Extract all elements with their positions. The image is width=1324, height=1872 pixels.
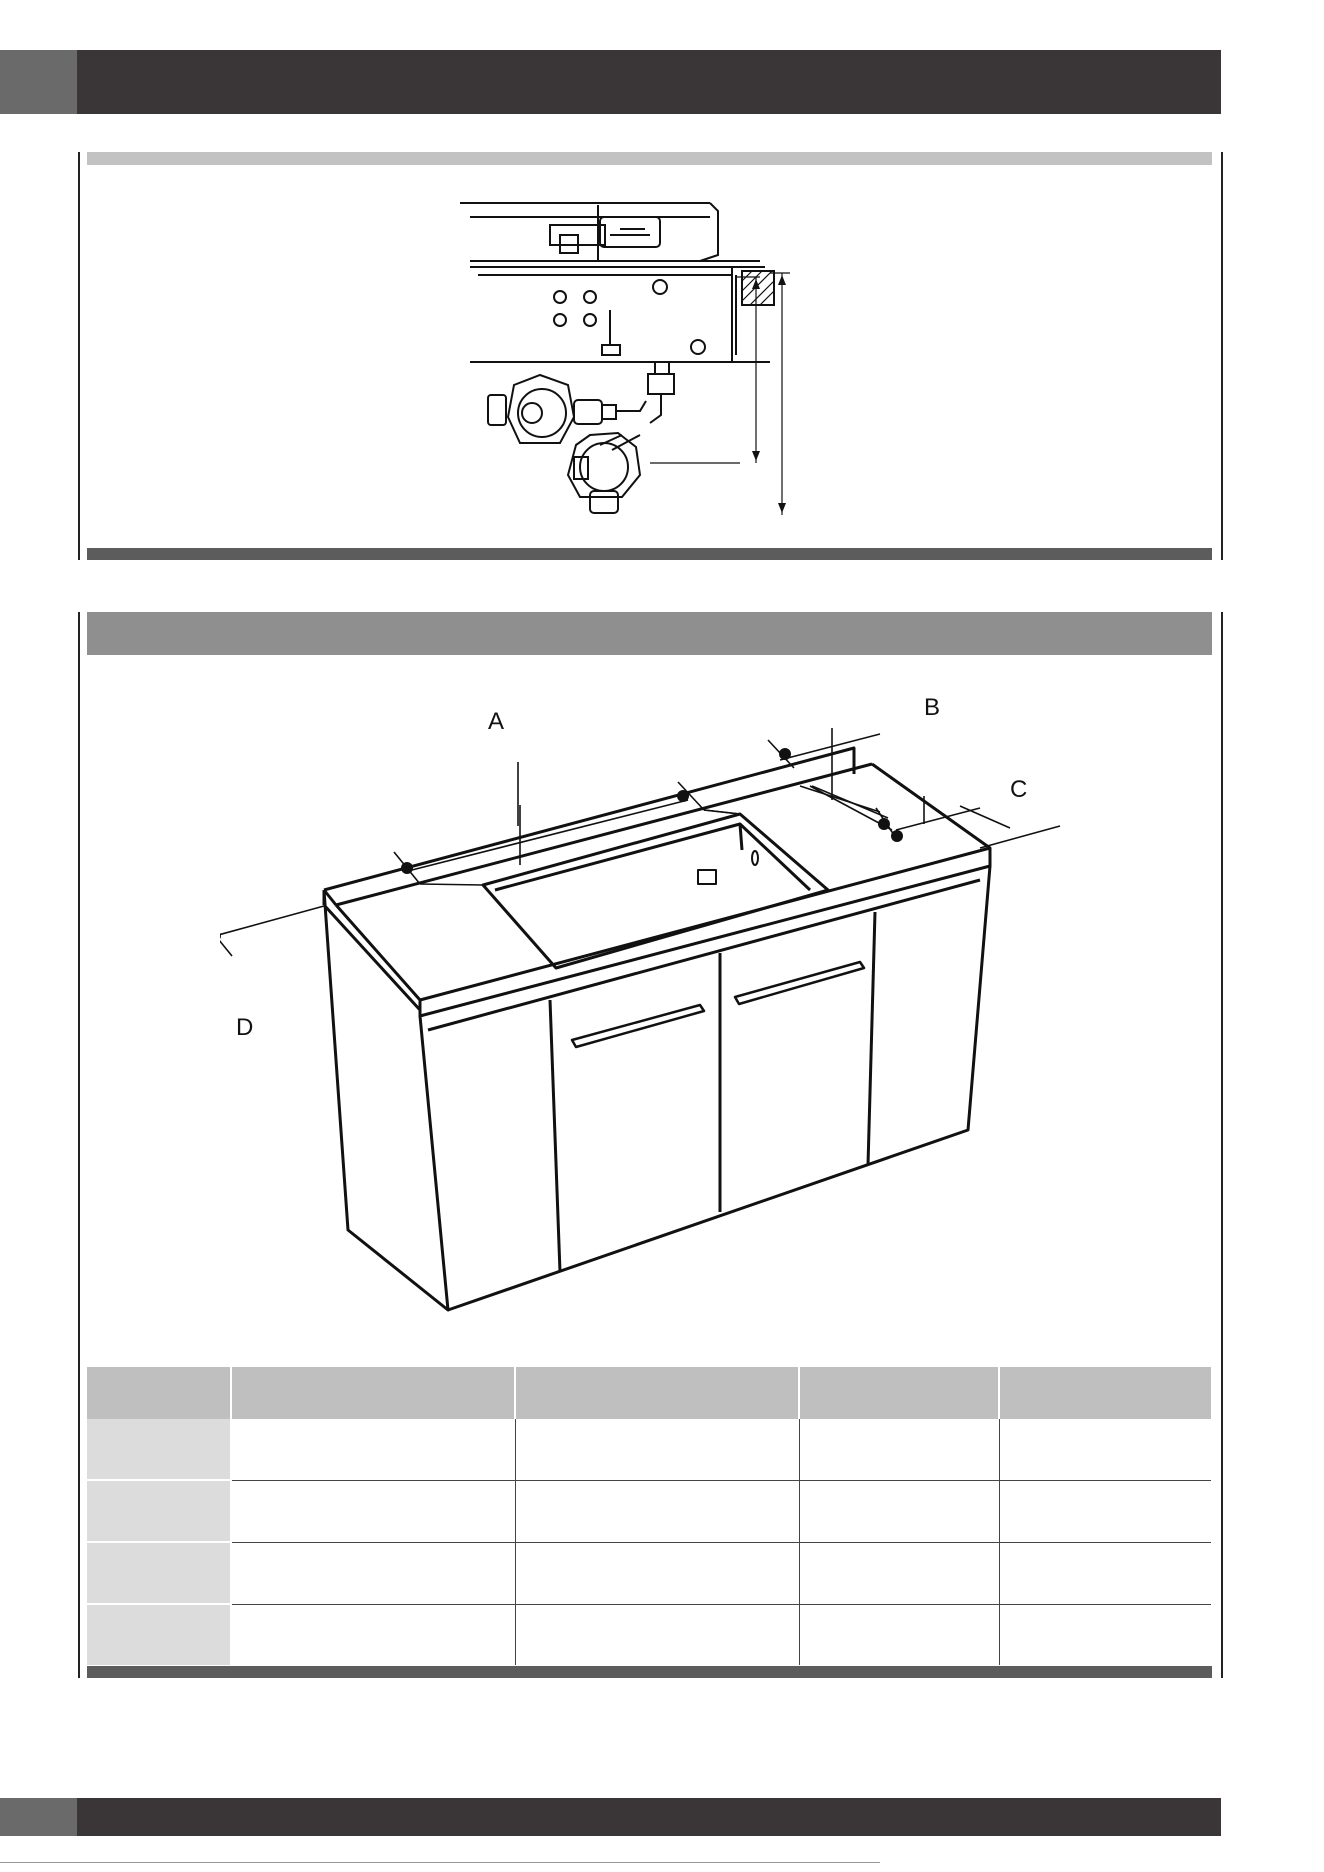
dimension-label-c: C [1010, 776, 1028, 803]
table-cell [799, 1480, 999, 1542]
table-cell [999, 1604, 1211, 1665]
table-cell [515, 1419, 799, 1480]
table-header-cell [799, 1367, 999, 1419]
table-row-label [87, 1419, 231, 1480]
table-cell [231, 1419, 515, 1480]
table-row [87, 1419, 1211, 1480]
header-tab [0, 50, 77, 114]
footer-rule [0, 1862, 880, 1863]
table-cell [799, 1542, 999, 1604]
page-footer-bar [0, 1798, 1221, 1836]
table-cell [999, 1542, 1211, 1604]
table-header-cell [87, 1367, 231, 1419]
table-row-label [87, 1480, 231, 1542]
table-row [87, 1604, 1211, 1665]
table-header-cell [231, 1367, 515, 1419]
table-cell [515, 1480, 799, 1542]
section2-right-border [1221, 612, 1223, 1678]
section1-footer [87, 548, 1212, 560]
section1-right-border [1221, 152, 1223, 560]
table-row-label [87, 1542, 231, 1604]
section2-header [87, 612, 1212, 655]
table-header-cell [999, 1367, 1211, 1419]
table-cell [999, 1419, 1211, 1480]
dimension-label-d: D [236, 1014, 254, 1041]
table-cell [231, 1542, 515, 1604]
table-cell [231, 1604, 515, 1665]
section2-left-border [78, 612, 80, 1678]
section2-footer [87, 1666, 1212, 1678]
dimensions-table [87, 1367, 1211, 1665]
table-row [87, 1480, 1211, 1542]
table-row-label [87, 1604, 231, 1665]
page-header-bar [0, 50, 1221, 114]
cabinet-sink-diagram [220, 700, 1120, 1330]
dimension-label-b: B [924, 694, 941, 721]
table-cell [799, 1604, 999, 1665]
table-cell [231, 1480, 515, 1542]
table-cell [799, 1419, 999, 1480]
footer-tab [0, 1798, 77, 1836]
table-cell [515, 1604, 799, 1665]
section1-left-border [78, 152, 80, 560]
dimension-label-a: A [488, 708, 505, 735]
table-header-row [87, 1367, 1211, 1419]
table-row [87, 1542, 1211, 1604]
table-cell [515, 1542, 799, 1604]
table-header-cell [515, 1367, 799, 1419]
table-cell [999, 1480, 1211, 1542]
section1-header [87, 152, 1212, 165]
hob-regulator-diagram [450, 195, 830, 515]
